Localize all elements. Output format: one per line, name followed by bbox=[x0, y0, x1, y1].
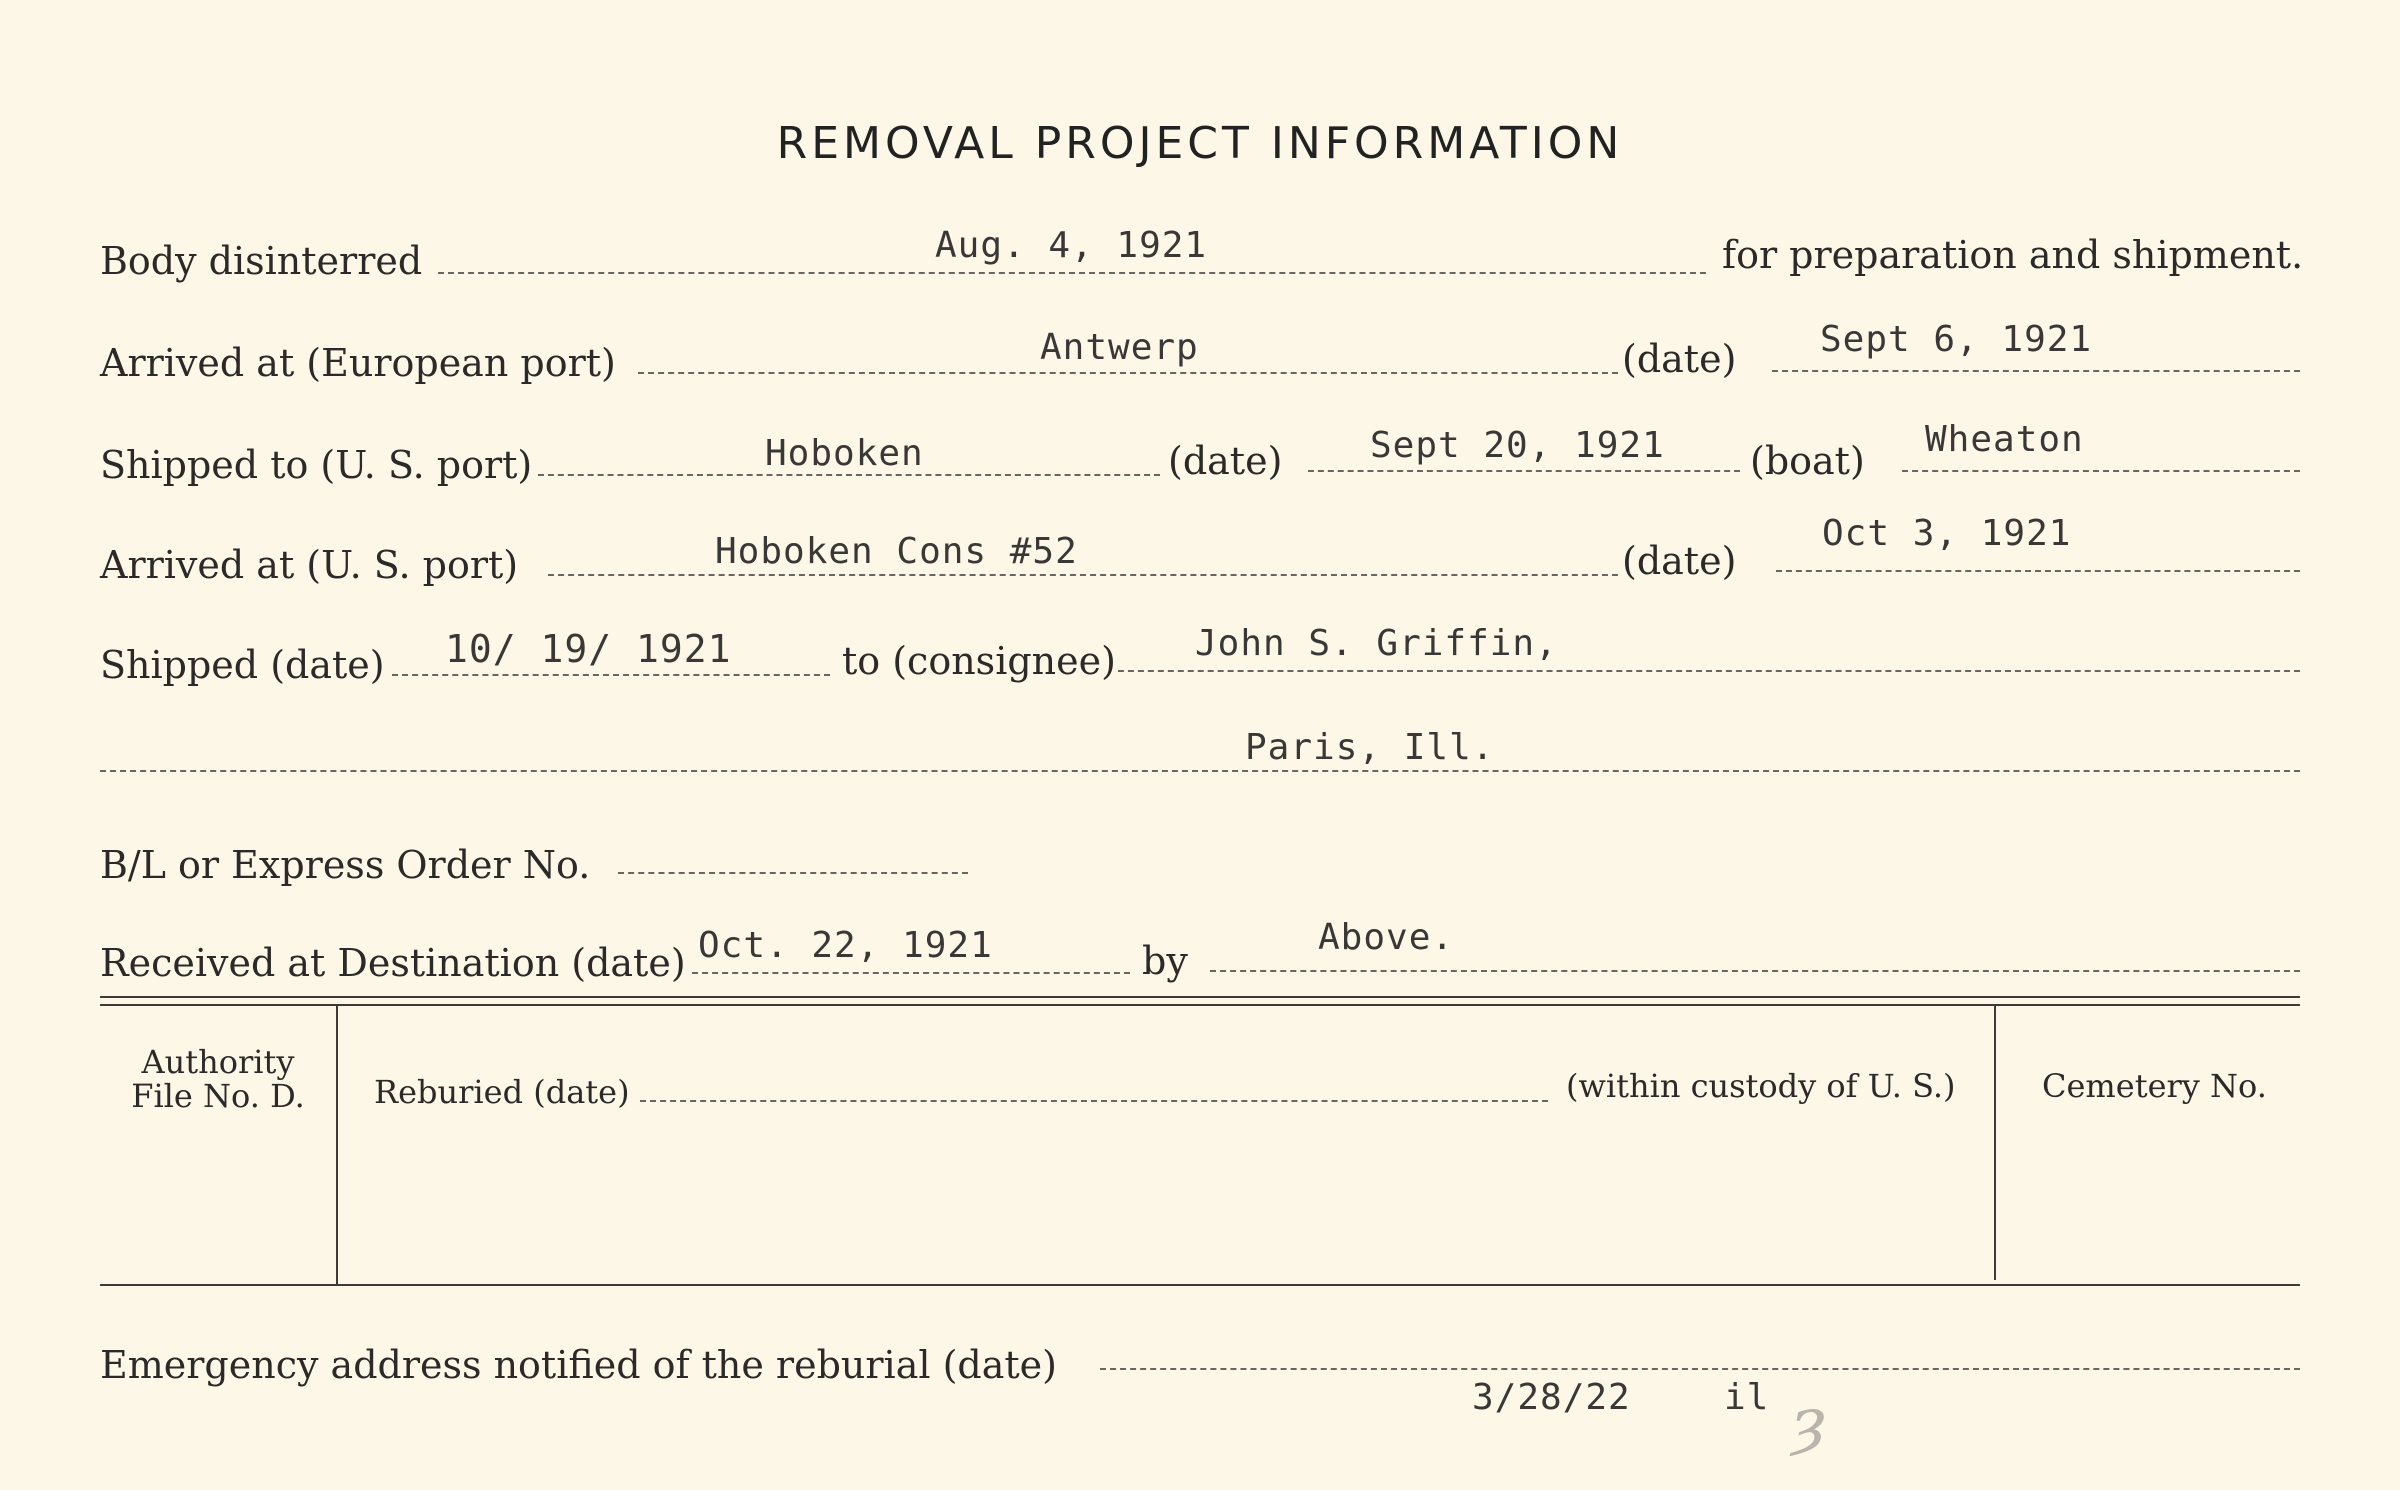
emergency-line bbox=[1100, 1368, 2300, 1370]
european-date-value: Sept 6, 1921 bbox=[1820, 319, 2093, 360]
bl-express-line bbox=[618, 872, 968, 874]
us-port-arrived-value: Hoboken Cons #52 bbox=[715, 531, 1078, 572]
bl-express-label: B/L or Express Order No. bbox=[100, 843, 591, 887]
us-port-shipped-value: Hoboken bbox=[765, 433, 924, 474]
european-date-label: (date) bbox=[1622, 337, 1737, 381]
european-port-line bbox=[638, 372, 1618, 374]
by-label: by bbox=[1142, 939, 1188, 983]
consignee-line bbox=[1118, 670, 2300, 672]
consignee-address-line bbox=[100, 770, 2300, 772]
cemetery-divider bbox=[1994, 1006, 1996, 1280]
consignee-value: John S. Griffin, bbox=[1195, 623, 1558, 664]
to-consignee-label: to (consignee) bbox=[842, 639, 1116, 683]
arrived-european-label: Arrived at (European port) bbox=[100, 341, 616, 385]
us-arrived-date-label: (date) bbox=[1622, 539, 1737, 583]
cemetery-no-label: Cemetery No. bbox=[2042, 1067, 2267, 1105]
boat-label: (boat) bbox=[1750, 439, 1865, 483]
authority-label-line2: File No. D. bbox=[131, 1077, 305, 1115]
card-title: REMOVAL PROJECT INFORMATION bbox=[776, 118, 1624, 169]
european-date-line bbox=[1772, 370, 2300, 372]
shipped-date-label: Shipped (date) bbox=[100, 643, 385, 687]
body-disinterred-label: Body disinterred bbox=[100, 239, 423, 283]
us-shipped-date-label: (date) bbox=[1168, 439, 1283, 483]
reburied-date-line bbox=[640, 1100, 1548, 1102]
shipped-date-value: 10/ 19/ 1921 bbox=[445, 627, 732, 671]
body-disinterred-line bbox=[438, 272, 1706, 274]
reburied-date-label: Reburied (date) bbox=[374, 1073, 630, 1111]
boat-value: Wheaton bbox=[1925, 419, 2084, 460]
emergency-date-value: 3/28/22 bbox=[1472, 1377, 1631, 1418]
arrived-us-label: Arrived at (U. S. port) bbox=[100, 543, 519, 587]
authority-divider bbox=[336, 1006, 338, 1284]
us-arrived-date-line bbox=[1776, 570, 2300, 572]
european-port-value: Antwerp bbox=[1040, 327, 1199, 368]
received-destination-label: Received at Destination (date) bbox=[100, 941, 686, 985]
emergency-initials-value: il bbox=[1724, 1377, 1770, 1418]
us-shipped-date-line bbox=[1308, 470, 1740, 472]
us-arrived-date-value: Oct 3, 1921 bbox=[1822, 513, 2072, 554]
shipped-to-us-label: Shipped to (U. S. port) bbox=[100, 443, 533, 487]
within-custody-label: (within custody of U. S.) bbox=[1566, 1067, 1956, 1105]
section-rule-top bbox=[100, 996, 2300, 998]
us-shipped-date-value: Sept 20, 1921 bbox=[1370, 425, 1665, 466]
received-by-line bbox=[1210, 970, 2300, 972]
us-port-arrived-line bbox=[548, 574, 1618, 576]
us-port-shipped-line bbox=[538, 474, 1160, 476]
emergency-label: Emergency address notified of the reburial (date) bbox=[100, 1343, 1057, 1387]
received-date-value: Oct. 22, 1921 bbox=[698, 925, 993, 966]
authority-label-line1: Authority bbox=[141, 1043, 295, 1081]
for-preparation-label: for preparation and shipment. bbox=[1722, 233, 2304, 277]
disinterred-date-value: Aug. 4, 1921 bbox=[935, 225, 1208, 266]
shipped-date-line bbox=[392, 674, 830, 676]
consignee-address-value: Paris, Ill. bbox=[1245, 727, 1495, 768]
handwritten-initials: ȝ bbox=[1792, 1385, 1826, 1459]
section-rule-bottom bbox=[100, 1284, 2300, 1286]
boat-line bbox=[1902, 470, 2300, 472]
section-rule-second bbox=[100, 1004, 2300, 1006]
received-date-line bbox=[692, 972, 1130, 974]
received-by-value: Above. bbox=[1318, 917, 1455, 958]
